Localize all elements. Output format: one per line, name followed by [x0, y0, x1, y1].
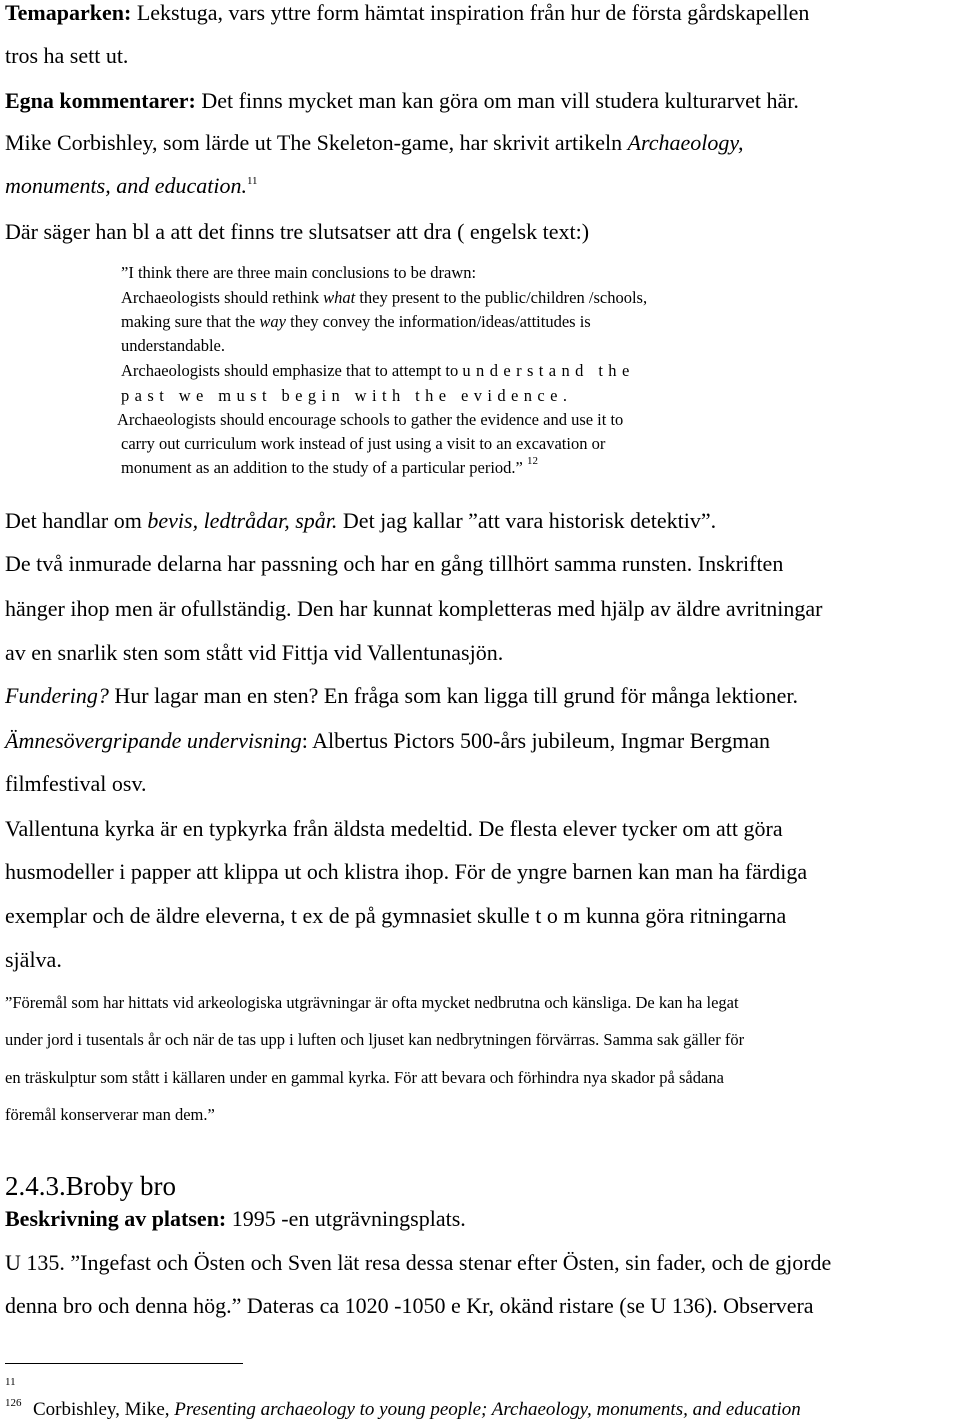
- emphasis: what: [323, 288, 356, 307]
- line-text: Det jag kallar ”att vara historisk detektiv”.: [337, 508, 717, 533]
- spaced-text: understand the: [462, 361, 635, 380]
- line-text: Lekstuga, vars yttre form hämtat inspiration från hur de första gårdskapellen: [131, 0, 810, 25]
- paragraph-line: Vallentuna kyrka är en typkyrka från äldsta medeltid. De flesta elever tycker om att göra: [5, 816, 783, 841]
- footnote-ref[interactable]: 11: [246, 175, 258, 187]
- line-text: Hur lagar man en sten? En fråga som kan ligga till grund för många lektioner.: [108, 683, 799, 708]
- emphasis: Ämnesövergripande undervisning: [5, 728, 302, 753]
- note-line: under jord i tusentals år och när de tas upp i luften och ljuset kan nedbrytningen förvärras. Samma sak gäller för: [5, 1030, 745, 1049]
- line-text: Archaeologists should emphasize that to attempt to: [121, 361, 463, 380]
- paragraph-line: själva.: [5, 947, 62, 972]
- paragraph-line: av en snarlik sten som stått vid Fittja vid Vallentunasjön.: [5, 640, 504, 665]
- line-text: making sure that the: [121, 312, 260, 331]
- note-line: föremål konserverar man dem.”: [5, 1105, 215, 1124]
- footnote-number: 11: [5, 1376, 16, 1388]
- paragraph-line: [5, 173, 258, 199]
- paragraph-line: De två inmurade delarna har passning och har en gång tillhört samma runsten. Inskriften: [5, 551, 784, 576]
- term-label: Temaparken:: [5, 0, 132, 25]
- line-text: Archaeologists should rethink: [121, 288, 324, 307]
- paragraph-line: tros ha sett ut.: [5, 43, 129, 68]
- paragraph-line: filmfestival osv.: [5, 771, 147, 796]
- quote-line: Archaeologists should encourage schools to gather the evidence and use it to: [117, 410, 624, 429]
- paragraph-line: Där säger han bl a att det finns tre slutsatser att dra ( engelsk text:): [5, 219, 590, 244]
- paragraph-line: [5, 683, 798, 709]
- section-heading: 2.4.3.Broby bro: [5, 1171, 176, 1201]
- paragraph-line: [5, 508, 716, 534]
- line-text: monument as an addition to the study of a particular period.”: [121, 458, 523, 477]
- line-text: Det handlar om: [5, 508, 148, 533]
- quote-line: [121, 457, 538, 479]
- paragraph-line: [5, 130, 743, 156]
- paragraph-line: exemplar och de äldre eleverna, t ex de på gymnasiet skulle t o m kunna göra ritningarna: [5, 903, 787, 928]
- quote-line: [121, 360, 635, 382]
- line-text: : Albertus Pictors 500-års jubileum, Ingmar Bergman: [301, 728, 770, 753]
- paragraph-line: hänger ihop men är ofullständig. Den har kunnat kompletteras med hjälp av äldre avritningar: [5, 596, 823, 621]
- term-label: Beskrivning av platsen:: [5, 1206, 227, 1231]
- quote-line: understandable.: [121, 336, 226, 355]
- article-title: monuments, and education.: [5, 173, 247, 198]
- line-text: Corbishley, Mike,: [33, 1399, 175, 1420]
- line-text: they convey the information/ideas/attitudes is: [285, 312, 591, 331]
- footnote-divider: [5, 1363, 243, 1364]
- line-text: 1995 -en utgrävningsplats.: [226, 1206, 466, 1231]
- article-title: Archaeology,: [627, 130, 744, 155]
- paragraph-line: denna bro och denna hög.” Dateras ca 1020 -1050 e Kr, okänd ristare (se U 136). Observera: [5, 1293, 814, 1318]
- paragraph-line: U 135. ”Ingefast och Östen och Sven lät resa dessa stenar efter Östen, sin fader, och de gjorde: [5, 1250, 832, 1275]
- line-text: Mike Corbishley, som lärde ut The Skeleton-game, har skrivit artikeln: [5, 130, 628, 155]
- quote-line: ”I think there are three main conclusions to be drawn:: [121, 263, 477, 282]
- footnote-ref[interactable]: 12: [526, 455, 538, 467]
- book-title: Presenting archaeology to young people; Archaeology, monuments, and education: [174, 1399, 801, 1420]
- line-text: Det finns mycket man kan göra om man vill studera kulturarvet här.: [195, 88, 799, 113]
- quote-line: carry out curriculum work instead of just using a visit to an excavation or: [121, 434, 606, 453]
- paragraph-line: [5, 88, 799, 114]
- note-line: en träskulptur som stått i källaren under en gammal kyrka. För att bevara och förhindra nya skador på sådana: [5, 1068, 724, 1087]
- emphasis: way: [259, 312, 286, 331]
- note-line: ”Föremål som har hittats vid arkeologiska utgrävningar är ofta mycket nedbrutna och känsliga. De kan ha legat: [5, 993, 739, 1012]
- quote-line: past we must begin with the evidence.: [121, 386, 573, 405]
- quote-line: [121, 311, 591, 333]
- term-label: Egna kommentarer:: [5, 88, 196, 113]
- paragraph-line: husmodeller i papper att klippa ut och klistra ihop. För de yngre barnen kan man ha färdiga: [5, 859, 808, 884]
- paragraph-line: [5, 0, 809, 26]
- footnote-text: [33, 1398, 801, 1422]
- emphasis: Fundering?: [5, 683, 109, 708]
- line-text: they present to the public/children /schools,: [355, 288, 648, 307]
- emphasis: bevis, ledtrådar, spår.: [147, 508, 338, 533]
- paragraph-line: [5, 1206, 466, 1232]
- quote-line: [121, 287, 647, 309]
- paragraph-line: [5, 728, 770, 754]
- footnote-number: 126: [5, 1397, 22, 1409]
